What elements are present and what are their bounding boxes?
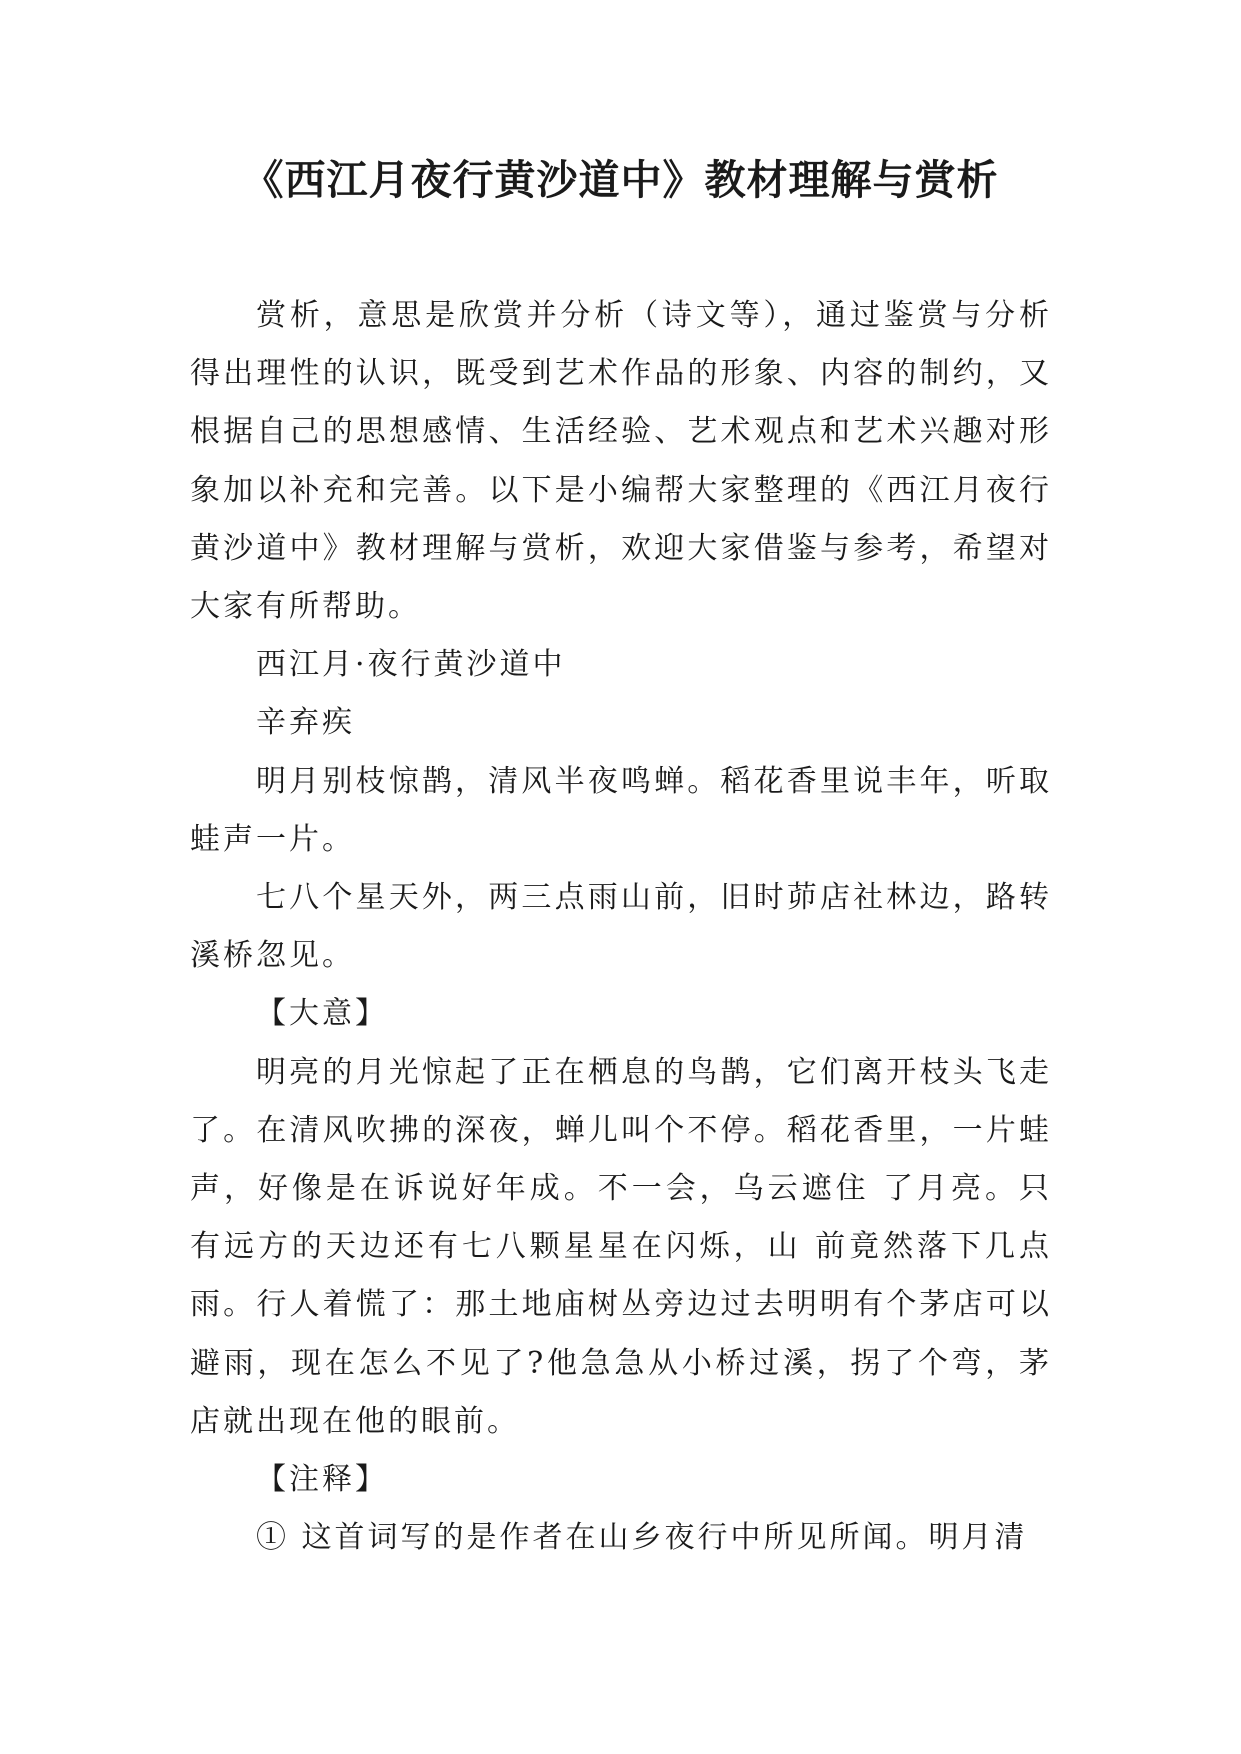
poem-stanza-2: 七八个星天外，两三点雨山前，旧时茆店社林边，路转溪桥忽见。: [190, 880, 1052, 974]
section-heading-notes: 【注释】: [256, 1462, 388, 1498]
meaning-paragraph: 明亮的月光惊起了正在栖息的鸟鹊，它们离开枝头飞走了。在清风吹拂的深夜，蝉儿叫个不停。稻花香里，一片蛙声，好像是在诉说好年成。不一会，乌云遮住 了月亮。只有远方的天边还有七八颗星星在闪烁，山 前竟然落下几点雨。行人着慌了：那土地庙树丛旁边过去明明有个茅店可以避雨，现在怎么不见了?他急急从小桥过溪，拐了个弯，茅店就出现在他的眼前。: [190, 1054, 1052, 1439]
poem-title: 西江月·夜行黄沙道中: [256, 647, 566, 683]
poem-stanza-1: 明月别枝惊鹊，清风半夜鸣蝉。稻花香里说丰年，听取蛙声一片。: [190, 763, 1052, 857]
document-body: [190, 287, 1052, 1567]
poem-author: 辛弃疾: [256, 705, 355, 741]
section-heading-meaning: 【大意】: [256, 996, 388, 1032]
intro-paragraph: 赏析，意思是欣赏并分析（诗文等），通过鉴赏与分析得出理性的认识，既受到艺术作品的形象、内容的制约，又根据自己的思想感情、生活经验、艺术观点和艺术兴趣对形象加以补充和完善。以下是小编帮大家整理的《西江月夜行黄沙道中》教材理解与赏析，欢迎大家借鉴与参考，希望对大家有所帮助。: [190, 298, 1052, 625]
document-title: 《西江月夜行黄沙道中》教材理解与赏析: [242, 156, 999, 204]
note-item-1: ① 这首词写的是作者在山乡夜行中所见所闻。明月清: [256, 1520, 1028, 1556]
